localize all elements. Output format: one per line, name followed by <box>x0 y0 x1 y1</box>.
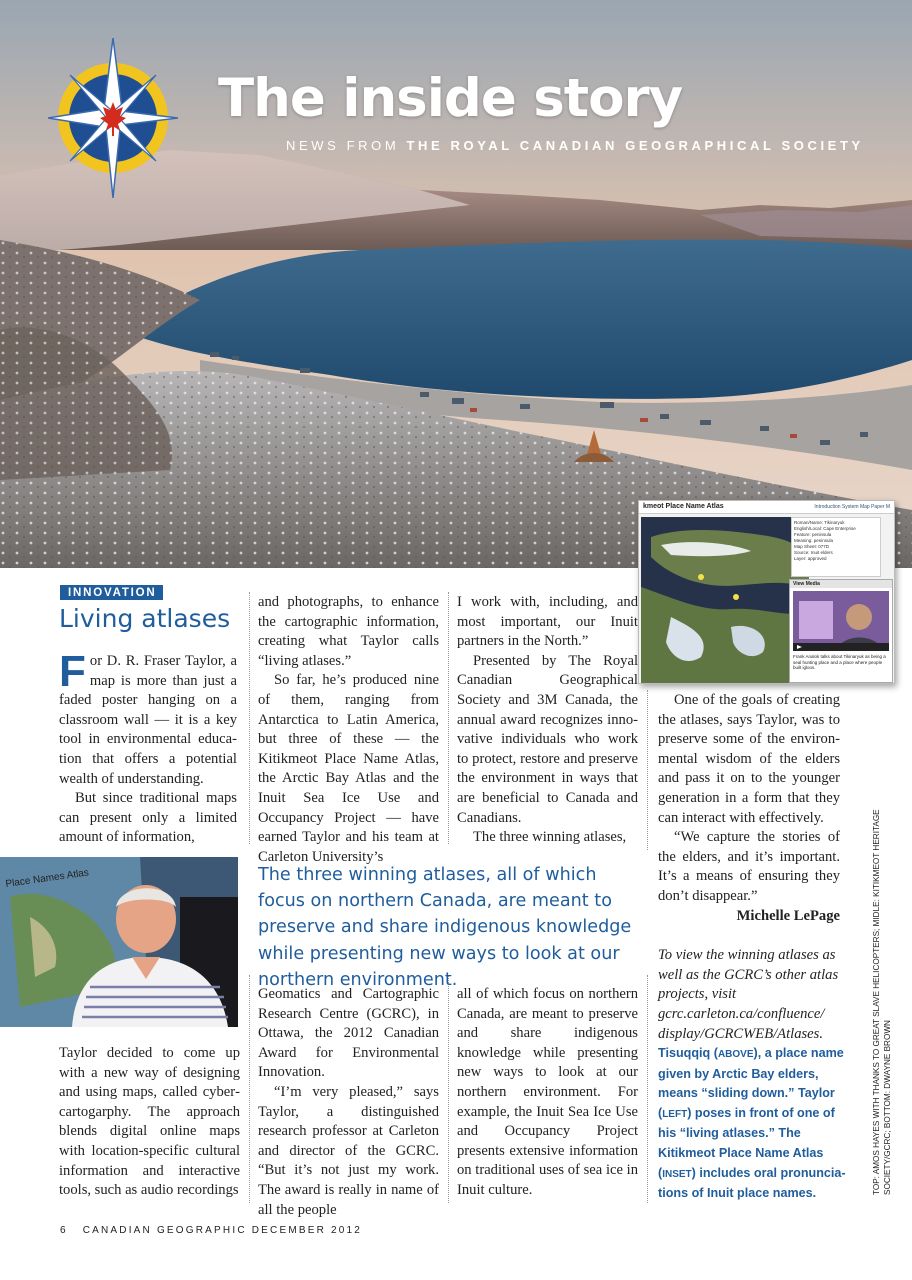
compass-rose-logo <box>48 38 178 198</box>
inset-panel-line: Feature: peninsula <box>794 532 832 537</box>
col1-paragraph-2: But since traditional maps can present only a limited amount of information, <box>59 790 237 846</box>
inset-media-window <box>789 579 893 683</box>
column-4 <box>658 691 840 1044</box>
inset-panel-line: English/Local: Cape Enterprise <box>794 526 856 531</box>
portrait-screen-label: Place Names Atlas <box>4 867 90 890</box>
page-footer <box>60 1225 362 1236</box>
inset-media-caption: Frank Analok talks about Tikinaryuk as being a seal hunting place and a place where people built igloos. <box>793 654 886 670</box>
inset-atlas-screenshot <box>638 500 895 684</box>
drop-cap: F <box>59 647 86 696</box>
page-subtitle <box>286 138 864 153</box>
inset-tabs: Introduction System Map Paper M <box>814 504 890 510</box>
inset-satellite-map <box>641 517 809 683</box>
inset-panel-line: Map Sheet: 077D <box>794 544 830 549</box>
col4-paragraph-2: “We capture the stories of the elders, and it’s important. It’s a means of ensuring they don’t disappear.” <box>658 829 840 904</box>
inset-video-frame <box>793 591 889 651</box>
taylor-portrait-photo <box>0 857 238 1027</box>
hero-photo <box>0 0 912 568</box>
col3-paragraph-2: Presented by The Royal Canadian Geographical Society and 3M Canada, the annual award recognizes innovative individuals who work to protect, restore and preserve the environment in ways that are beneficial to Canada and Canadians. <box>457 652 638 826</box>
column-3-bottom <box>457 985 638 1201</box>
inset-info-panel <box>791 517 881 577</box>
caption-text: ) poses in front of one of his “living atlases.” The Kitikmeot Place Name Atlas ( <box>658 1105 835 1180</box>
col3-paragraph-3: The three winning atlases, <box>473 829 627 846</box>
photo-caption <box>658 1044 848 1204</box>
section-tag: INNOVATION <box>60 585 163 600</box>
column-divider <box>448 592 449 844</box>
caption-text: ABOVE <box>717 1049 754 1060</box>
caption-text: Tisuqqiq ( <box>658 1046 718 1060</box>
col2-paragraph-4: “I’m very pleased,” says Taylor, a distinguished research professor at Carleton and director of the GCRC. “But it’s not just my work. The award is really in name of all the people <box>258 1083 439 1218</box>
page-title: The inside story <box>218 68 683 129</box>
column-1-bottom <box>59 1044 240 1201</box>
col1-paragraph-1: or D. R. Fraser Taylor, a map is more than just a faded poster hanging on a classroom wall — it is a key tool in environmental education that offers a potential wealth of understanding. <box>59 653 237 787</box>
inset-window-title <box>639 501 894 514</box>
photo-credit: TOP: AMOS HAYES WITH THANKS TO GREAT SLAVE HELICOPTERS; MIDLE: KITIKMEOT HERITAGE SOCIETY/GCRC; BOTTOM: DWAYNE BROWN <box>872 809 892 1195</box>
subtitle-organization: THE ROYAL CANADIAN GEOGRAPHICAL SOCIETY <box>406 138 864 153</box>
caption-text: LEFT <box>662 1108 688 1120</box>
caption-text: ) includes oral pronunciations of Inuit place names. <box>658 1165 846 1201</box>
column-1-top <box>59 647 237 848</box>
column-divider <box>249 975 250 1203</box>
column-2-top <box>258 593 439 867</box>
col2-paragraph-1: and photographs, to enhance the cartographic information, creating what Taylor calls “living atlases.” <box>258 594 439 669</box>
column-2-bottom <box>258 985 439 1220</box>
col2-paragraph-3: Geomatics and Cartographic Research Centre (GCRC), in Ottawa, the 2012 Canadian Award for Environmental Innovation. <box>258 986 439 1081</box>
caption-text: ), a place name given by Arctic Bay elders, means “sliding down.” Taylor ( <box>658 1046 844 1120</box>
pull-quote: The three winning atlases, all of which focus on northern Canada, are meant to preserve and share indigenous knowledge while presenting new ways to look at our northern environment. <box>258 865 632 990</box>
column-divider <box>249 592 250 844</box>
column-3-top <box>457 593 638 848</box>
author-signature: Michelle LePage <box>736 907 840 924</box>
subtitle-prefix: NEWS FROM <box>286 138 400 153</box>
column-divider <box>647 690 648 850</box>
article-headline: Living atlases <box>59 604 231 633</box>
issue-date: DECEMBER 2012 <box>251 1225 363 1236</box>
inset-title-text: kmeot Place Name Atlas <box>643 503 724 510</box>
column-divider <box>647 975 648 1203</box>
col1-paragraph-3: Taylor decided to come up with a new way of designing and using maps, called cybercartogarphy. The approach blends digital online maps with location-specific cultural information and interactive tools, such as audio recordings <box>59 1045 240 1199</box>
caption-text: INSET <box>662 1168 692 1180</box>
publication-name: CANADIAN GEOGRAPHIC <box>82 1225 247 1236</box>
inset-panel-line: Layer: approved <box>794 556 827 561</box>
inset-panel-line: Source: Inuit elders <box>794 550 833 555</box>
inset-panel-line: Meaning: peninsula <box>794 538 834 543</box>
col3-paragraph-4: all of which focus on northern Canada, are meant to preserve and share indigenous knowledge while presenting new ways to look at our northern environment. For example, the Inuit Sea Ice Use and Occupancy Project presents extensive information on traditional uses of sea ice in Inuit culture. <box>457 986 638 1198</box>
web-note: To view the winning atlases as well as the GCRC’s other atlas projects, visit gcrc.carleton.ca/confluence/ display/GCRCWEB/Atlases. <box>658 947 839 1042</box>
col3-paragraph-1: I work with, including, and most important, our Inuit partners in the North.” <box>457 594 638 650</box>
col4-paragraph-1: One of the goals of creating the atlases, says Taylor, was to preserve some of the environmental wisdom of the elders and pass it on to the younger generation in a form that they can interact with effectively. <box>658 692 840 826</box>
column-divider <box>448 975 449 1203</box>
inset-media-title: View Media <box>790 580 892 588</box>
col2-paragraph-2: So far, he’s produced nine of them, ranging from Antarctica to Latin America, but three of these — the Kitikmeot Place Name Atlas, the Arctic Bay Atlas and the Inuit Sea Ice Use and Occupancy Project — have earned Taylor and his team at Carleton University’s <box>258 672 439 865</box>
inset-panel-line: Roman/Name: Tikinaryuk <box>794 520 845 525</box>
page-number: 6 <box>60 1225 68 1236</box>
